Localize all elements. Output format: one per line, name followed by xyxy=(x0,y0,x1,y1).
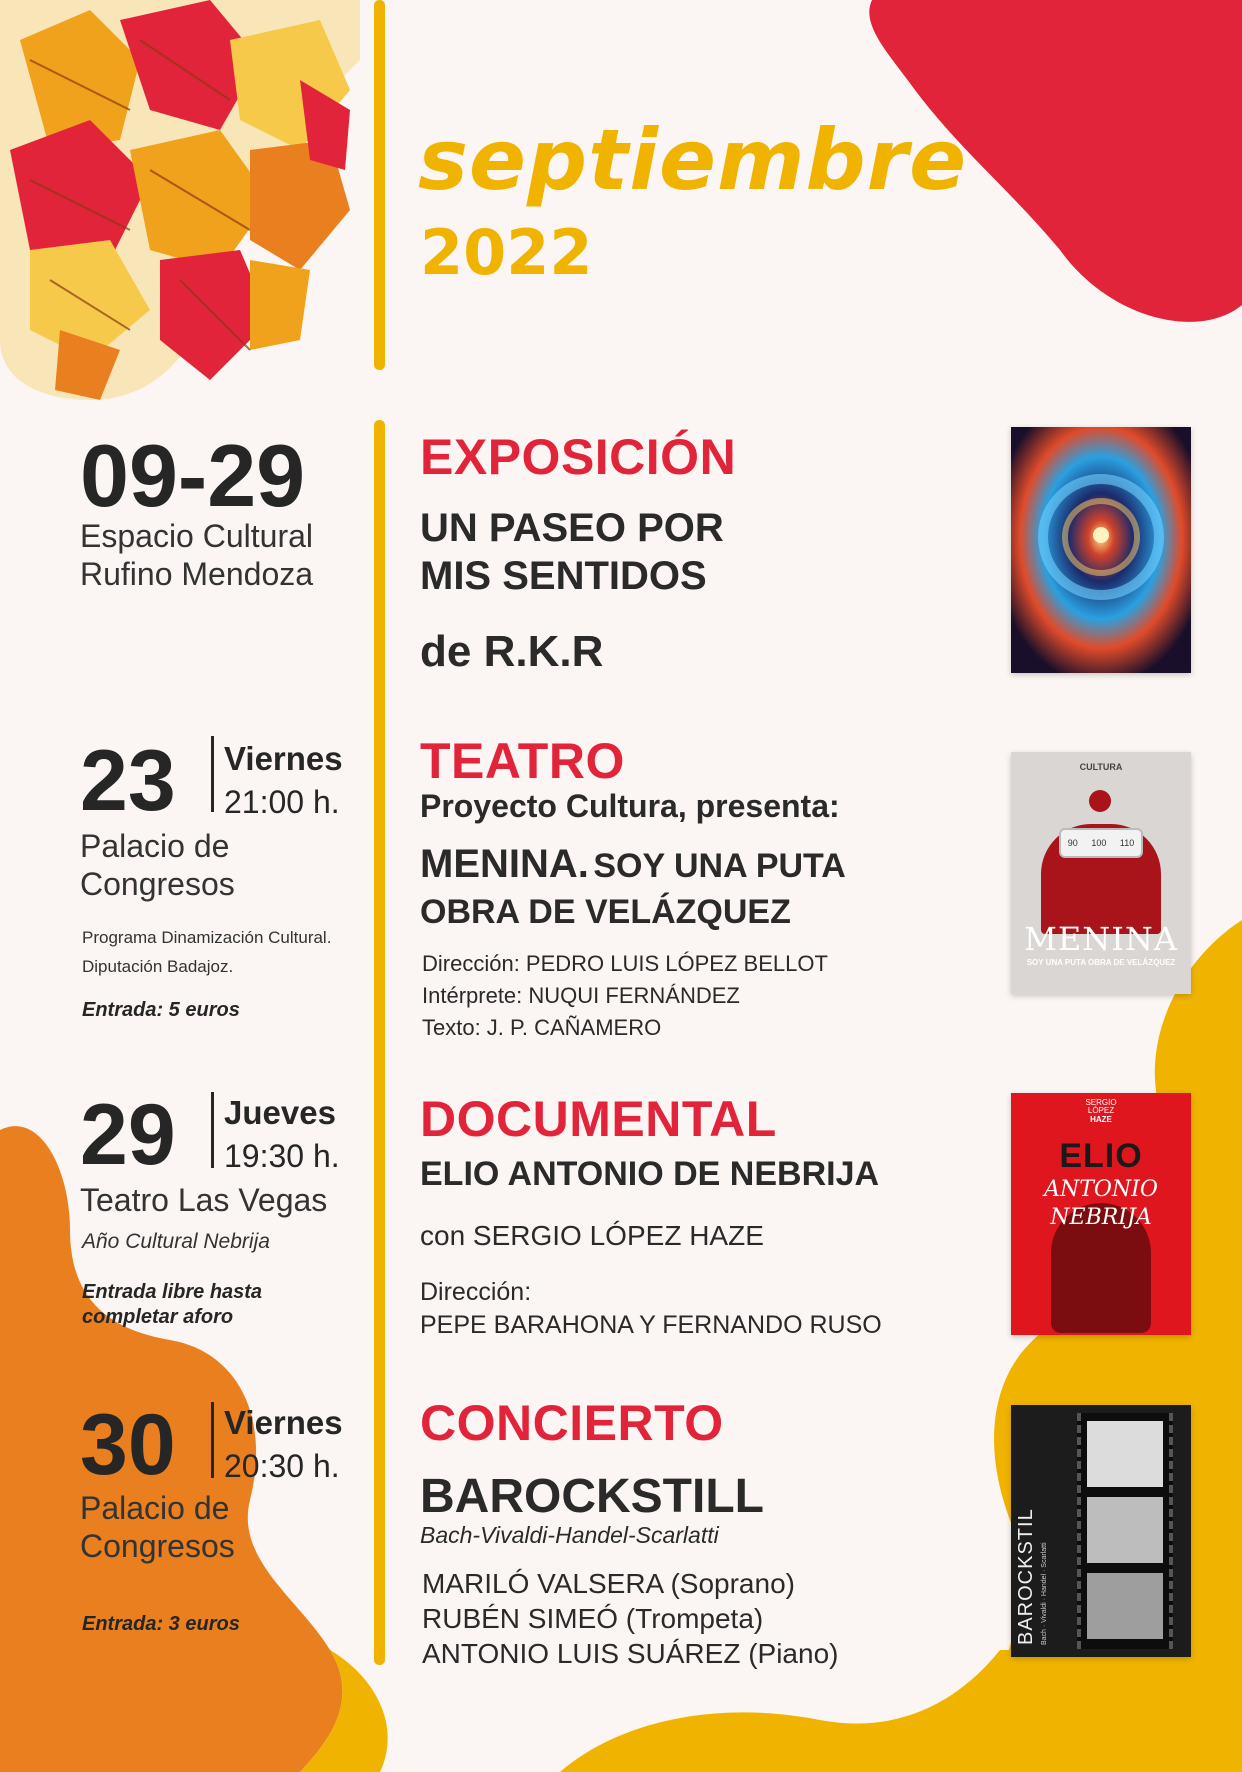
event-program: Programa Dinamización Cultural. Diputación Badajoz. xyxy=(82,928,332,976)
poster-exposicion xyxy=(1011,427,1191,673)
event-category: TEATRO xyxy=(420,733,625,789)
poster-scale-icon: 90 100 110 xyxy=(1059,828,1143,858)
event-with: con SERGIO LÓPEZ HAZE xyxy=(420,1220,764,1251)
event-entry: Entrada: 5 euros xyxy=(82,999,240,1021)
event-date: 29 xyxy=(80,1087,176,1183)
event-time: 21:00 h. xyxy=(224,784,340,820)
photo-soprano xyxy=(1087,1421,1163,1487)
date-divider xyxy=(211,736,214,812)
event-date: 09-29 xyxy=(80,426,306,525)
event-title: ELIO ANTONIO DE NEBRIJA xyxy=(420,1155,880,1193)
event-category: CONCIERTO xyxy=(420,1395,724,1451)
date-divider xyxy=(211,1402,214,1478)
event-venue: Teatro Las Vegas xyxy=(80,1182,328,1218)
event-credits: MARILÓ VALSERA (Soprano) RUBÉN SIMEÓ (Trompeta) ANTONIO LUIS SUÁREZ (Piano) xyxy=(422,1568,839,1669)
event-title: UN PASEO POR MIS SENTIDOS xyxy=(420,506,724,598)
event-time: 19:30 h. xyxy=(224,1138,340,1174)
event-venue: Espacio Cultural Rufino Mendoza xyxy=(80,518,314,592)
event-date: 30 xyxy=(80,1397,176,1493)
poster-menina: CULTURA 90 100 110 MENINA SOY UNA PUTA OBRA DE VELÁZQUEZ xyxy=(1011,752,1191,994)
event-credits: Dirección: PEDRO LUIS LÓPEZ BELLOT Intérprete: NUQUI FERNÁNDEZ Texto: J. P. CAÑAMERO xyxy=(422,951,828,1040)
top-yellow-line xyxy=(374,0,385,370)
event-category: EXPOSICIÓN xyxy=(420,429,737,485)
event-title: BAROCKSTILL xyxy=(420,1470,764,1523)
event-venue: Palacio de Congresos xyxy=(80,828,235,902)
main-yellow-line xyxy=(374,420,385,1665)
year-title: 2022 xyxy=(420,216,593,289)
event-presenter: Proyecto Cultura, presenta: xyxy=(420,788,840,824)
event-venue: Palacio de Congresos xyxy=(80,1490,235,1564)
event-weekday: Viernes xyxy=(224,740,343,777)
event-date: 23 xyxy=(80,733,176,829)
date-divider xyxy=(211,1092,214,1168)
month-title: septiembre xyxy=(418,111,968,209)
poster-head-icon xyxy=(1089,790,1111,812)
event-author: de R.K.R xyxy=(420,627,604,676)
event-credits: Dirección: PEPE BARAHONA Y FERNANDO RUSO xyxy=(420,1278,882,1339)
event-note: Año Cultural Nebrija xyxy=(82,1230,270,1253)
event-subtitle: Bach-Vivaldi-Handel-Scarlatti xyxy=(420,1522,719,1548)
event-weekday: Jueves xyxy=(224,1094,336,1131)
poster-elio: SERGIO LÓPEZ HAZE ELIO ANTONIO NEBRIJA xyxy=(1011,1093,1191,1335)
film-strip-icon xyxy=(1077,1413,1173,1649)
photo-trumpet xyxy=(1087,1497,1163,1563)
event-time: 20:30 h. xyxy=(224,1448,340,1484)
galaxy-swirl-icon xyxy=(1011,427,1191,673)
event-category: DOCUMENTAL xyxy=(420,1091,777,1147)
event-weekday: Viernes xyxy=(224,1404,343,1441)
event-title: MENINA. SOY UNA PUTA xyxy=(420,842,846,886)
poster-barockstil: BAROCKSTIL Bach · Vivaldi · Handel · Scarlatti xyxy=(1011,1405,1191,1657)
event-entry: Entrada: 3 euros xyxy=(82,1613,240,1635)
autumn-leaves-illustration xyxy=(0,0,360,400)
photo-piano xyxy=(1087,1573,1163,1639)
event-entry: Entrada libre hasta completar aforo xyxy=(82,1281,263,1328)
event-title-line2: OBRA DE VELÁZQUEZ xyxy=(420,893,791,931)
